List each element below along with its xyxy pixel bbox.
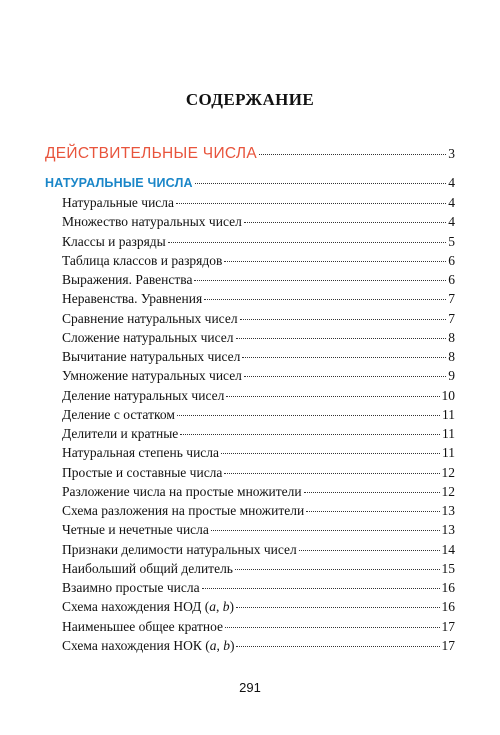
- dot-leader: [299, 550, 440, 551]
- toc-item-page: 15: [441, 560, 455, 576]
- toc-section-label: ДЕЙСТВИТЕЛЬНЫЕ ЧИСЛА: [45, 145, 257, 162]
- toc-item-label: Разложение числа на простые множители: [62, 483, 302, 499]
- toc-item-page: 9: [448, 368, 455, 384]
- toc-item-row[interactable]: [62, 444, 455, 462]
- toc-item-page: 4: [448, 195, 455, 210]
- toc-item-label: Четные и нечетные числа: [62, 522, 209, 538]
- toc-item-label: Сложение натуральных чисел: [62, 329, 234, 345]
- toc-section-page: 3: [448, 146, 455, 161]
- toc-item-label: Деление натуральных чисел: [62, 387, 225, 403]
- toc-item-page: 7: [448, 291, 455, 307]
- page-title: СОДЕРЖАНИЕ: [185, 90, 315, 109]
- dot-leader: [204, 299, 446, 300]
- toc-item-page: 16: [441, 580, 455, 595]
- dot-leader: [194, 280, 446, 281]
- toc-item-row[interactable]: [62, 560, 455, 578]
- dot-leader: [224, 473, 439, 474]
- toc-subsection-page: 4: [448, 175, 455, 190]
- dot-leader: [226, 396, 439, 397]
- toc-item-page: 17: [441, 637, 455, 653]
- toc-subsection-row[interactable]: [45, 174, 455, 192]
- dot-leader: [211, 530, 440, 531]
- toc-item-label: Делители и кратные: [62, 426, 179, 441]
- dot-leader: [180, 434, 440, 435]
- toc-item-row[interactable]: [62, 310, 455, 328]
- dot-leader: [168, 242, 447, 243]
- dot-leader: [236, 607, 440, 608]
- toc-item-row[interactable]: [62, 521, 455, 539]
- toc-item-row[interactable]: [62, 579, 455, 597]
- toc-item-page: 12: [441, 464, 455, 480]
- toc-item-page: 12: [441, 483, 455, 499]
- toc-item-page: 7: [448, 310, 455, 326]
- dot-leader: [259, 154, 446, 155]
- dot-leader: [224, 261, 446, 262]
- toc-item-label: Деление с остатком: [62, 406, 175, 422]
- dot-leader: [236, 646, 439, 647]
- toc-item-row[interactable]: [62, 618, 455, 636]
- dot-leader: [242, 357, 446, 358]
- toc-item-page: 13: [441, 522, 455, 538]
- toc-item-label: Наименьшее общее кратное: [62, 618, 223, 634]
- toc-item-page: 13: [441, 503, 455, 518]
- toc-item-label: Сравнение натуральных чисел: [62, 310, 238, 326]
- dot-leader: [225, 627, 440, 628]
- toc-item-label: Выражения. Равенства: [62, 272, 193, 287]
- dot-leader: [240, 319, 447, 320]
- dot-leader: [306, 511, 439, 512]
- dot-leader: [221, 453, 440, 454]
- toc-item-row[interactable]: [62, 464, 455, 482]
- toc-item-label: Натуральные числа: [62, 195, 175, 210]
- toc-item-page: 11: [442, 445, 455, 461]
- dot-leader: [236, 338, 447, 339]
- toc-item-page: 4: [448, 214, 455, 230]
- toc-item-row[interactable]: [62, 502, 455, 520]
- toc-item-row[interactable]: [62, 213, 455, 231]
- toc-item-label: Схема разложения на простые множители: [62, 503, 305, 518]
- toc-item-row[interactable]: [62, 598, 455, 616]
- toc-item-page: 6: [448, 272, 455, 287]
- dot-leader: [202, 588, 440, 589]
- toc-item-label: Классы и разряды: [62, 233, 166, 249]
- toc-item-row[interactable]: [62, 252, 455, 270]
- toc-item-row[interactable]: [62, 406, 455, 424]
- toc-item-label: Схема нахождения НОД (a, b): [62, 599, 234, 615]
- toc-item-label: Вычитание натуральных чисел: [62, 349, 241, 364]
- toc-item-page: 5: [448, 233, 455, 249]
- toc-item-label: Взаимно простые числа: [62, 580, 200, 595]
- dot-leader: [304, 492, 440, 493]
- toc-item-row[interactable]: [62, 637, 455, 655]
- toc-item-page: 10: [441, 387, 455, 403]
- toc-item-page: 8: [448, 349, 455, 364]
- toc-item-row[interactable]: [62, 541, 455, 559]
- toc-item-label: Натуральная степень числа: [62, 445, 220, 461]
- toc-item-row[interactable]: [62, 425, 455, 443]
- toc-item-row[interactable]: [62, 348, 455, 366]
- toc-item-row[interactable]: [62, 329, 455, 347]
- toc-item-row[interactable]: [62, 290, 455, 308]
- toc-item-label: Множество натуральных чисел: [62, 214, 242, 230]
- toc-item-label: Признаки делимости натуральных чисел: [62, 541, 297, 557]
- dot-leader: [177, 415, 440, 416]
- toc-item-label: Наибольший общий делитель: [62, 560, 233, 576]
- toc-item-label: Умножение натуральных чисел: [62, 368, 242, 384]
- toc-item-row[interactable]: [62, 483, 455, 501]
- toc-item-page: 6: [448, 252, 455, 268]
- toc-subsection-label: НАТУРАЛЬНЫЕ ЧИСЛА: [45, 176, 193, 190]
- toc-item-page: 11: [442, 406, 455, 422]
- toc-item-page: 11: [442, 426, 455, 441]
- toc-item-row[interactable]: [62, 387, 455, 405]
- toc-item-row[interactable]: [62, 367, 455, 385]
- dot-leader: [195, 183, 446, 184]
- toc-item-page: 8: [448, 329, 455, 345]
- toc-item-row[interactable]: [62, 233, 455, 251]
- toc-item-label: Неравенства. Уравнения: [62, 291, 203, 307]
- page-number: 291: [239, 680, 261, 695]
- dot-leader: [235, 569, 440, 570]
- toc-item-row[interactable]: [62, 271, 455, 289]
- toc-item-page: 14: [441, 541, 455, 557]
- toc-item-row[interactable]: [62, 194, 455, 212]
- toc-item-label: Таблица классов и разрядов: [62, 252, 223, 268]
- toc-item-label: Простые и составные числа: [62, 464, 223, 480]
- dot-leader: [244, 376, 446, 377]
- toc-section-row[interactable]: [45, 145, 455, 163]
- toc-item-page: 16: [441, 599, 455, 615]
- toc-item-label: Схема нахождения НОК (a, b): [62, 637, 235, 653]
- toc-item-page: 17: [441, 618, 455, 634]
- dot-leader: [176, 203, 446, 204]
- dot-leader: [244, 222, 446, 223]
